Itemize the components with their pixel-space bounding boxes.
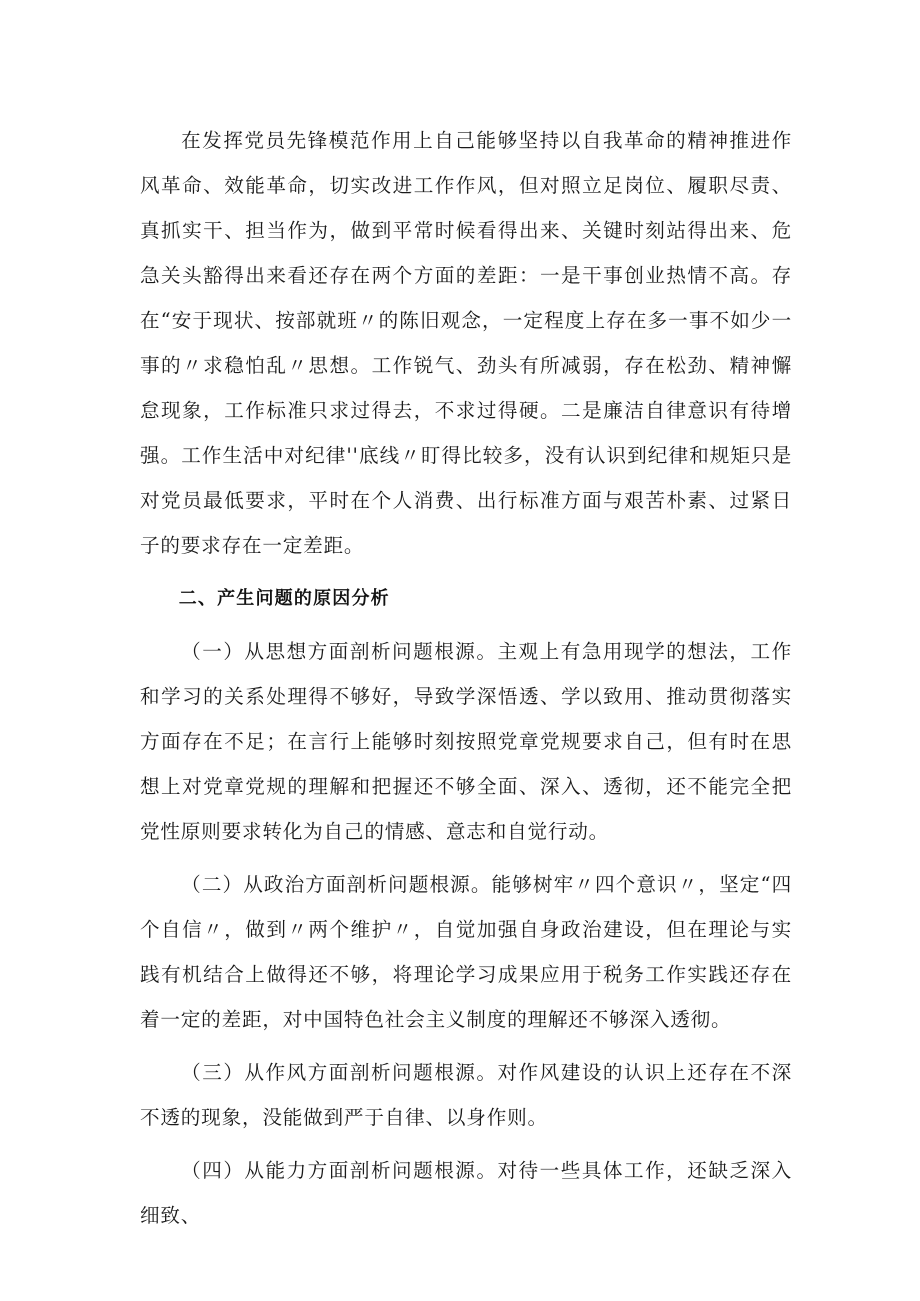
paragraph-ideological-roots: （一）从思想方面剖析问题根源。主观上有急用现学的想法，工作和学习的关系处理得不够好，导致学深悟透、学以致用、推动贯彻落实方面存在不足；在言行上能够时刻按照党章党规要求自己，但有时在思想上对党章党规的理解和把握还不够全面、深入、透彻，还不能完全把党性原则要求转化为自己的情感、意志和自觉行动。 (140, 640, 792, 843)
section-heading-cause-analysis: 二、产生问题的原因分析 (178, 588, 390, 609)
paragraph-political-roots: （二）从政治方面剖析问题根源。能够树牢〃四个意识〃，坚定“四个自信〃，做到〃两个维护〃，自觉加强自身政治建设，但在理论与实践有机结合上做得还不够，将理论学习成果应用于税务工作实践还存在着一定的差距，对中国特色社会主义制度的理解还不够深入透彻。 (140, 873, 792, 1031)
document-body (140, 118, 792, 1238)
paragraph-party-member-role: 在发挥党员先锋模范作用上自己能够坚持以自我革命的精神推进作风革命、效能革命，切实改进工作作风，但对照立足岗位、履职尽责、真抓实干、担当作为，做到平常时候看得出来、关键时刻站得出来、危急关头豁得出来看还存在两个方面的差距：一是干事创业热情不高。存在“安于现状、按部就班〃的陈旧观念，一定程度上存在多一事不如少一事的〃求稳怕乱〃思想。工作锐气、劲头有所减弱，存在松劲、精神懈怠现象，工作标准只求过得去，不求过得硬。二是廉洁自律意识有待增强。工作生活中对纪律''底线〃盯得比较多，没有认识到纪律和规矩只是对党员最低要求，平时在个人消费、出行标准方面与艰苦朴素、过紧日子的要求存在一定差距。 (140, 129, 792, 557)
paragraph-ability-roots: （四）从能力方面剖析问题根源。对待一些具体工作，还缺乏深入细致、 (140, 1159, 792, 1227)
paragraph-work-style-roots: （三）从作风方面剖析问题根源。对作风建设的认识上还存在不深不透的现象，没能做到严于自律、以身作则。 (140, 1061, 792, 1129)
